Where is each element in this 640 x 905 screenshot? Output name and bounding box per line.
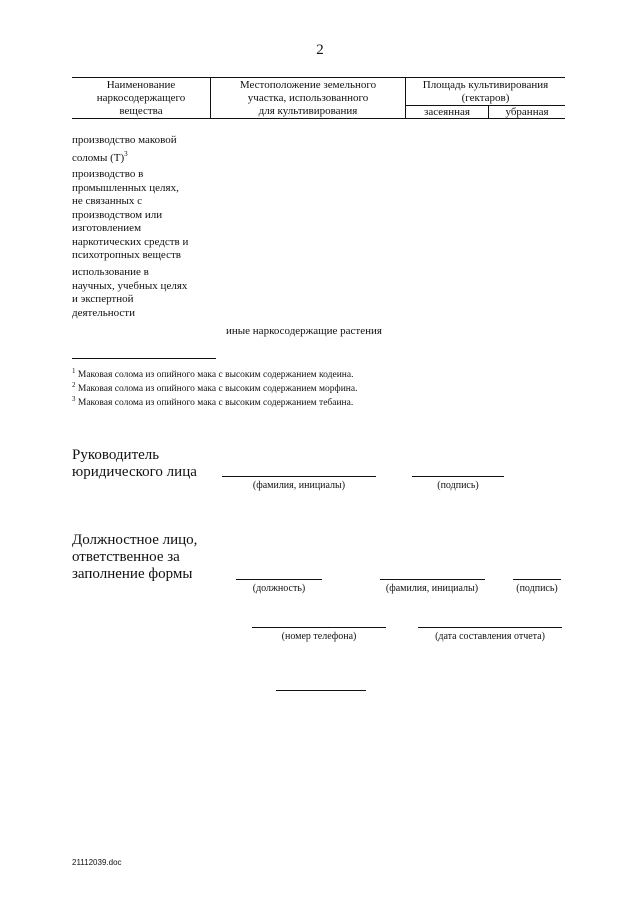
- head-signature-caption: (подпись): [437, 480, 479, 491]
- head-signature-line: [412, 476, 504, 477]
- file-name-footer: 21112039.doc: [72, 858, 122, 867]
- position-caption: (должность): [252, 583, 306, 594]
- page-number: 2: [316, 42, 324, 58]
- footnote-ref: 3: [124, 149, 128, 158]
- head-name-caption: (фамилия, инициалы): [252, 480, 346, 491]
- table-top-rule: [72, 77, 565, 78]
- closing-rule: [276, 690, 366, 691]
- footnote-separator: [72, 358, 216, 359]
- land-location-header: Местоположение земельного участка, использованного для культивирования: [239, 79, 377, 117]
- responsible-signature-caption: (подпись): [516, 583, 558, 594]
- other-plants-row: иные наркосодержащие растения: [226, 325, 382, 337]
- head-name-line: [222, 476, 376, 477]
- position-line: [236, 579, 322, 580]
- footnote: $^1$ Маковая солома из опийного мака с высоким содержанием кодеина.: [72, 367, 354, 380]
- footnote: $^3$ Маковая солома из опийного мака с высоким содержанием тебаина.: [72, 395, 354, 408]
- phone-line: [252, 627, 386, 628]
- footnote: $^2$ Маковая солома из опийного мака с высоким содержанием морфина.: [72, 381, 358, 394]
- report-date-caption: (дата составления отчета): [435, 631, 545, 642]
- substance-name-header: Наименование наркосодержащего вещества: [96, 79, 186, 117]
- sown-area-header: засеянная: [424, 106, 470, 118]
- responsible-name-caption: (фамилия, инициалы): [385, 583, 479, 594]
- head-signature-title: Руководитель юридического лица: [72, 447, 197, 480]
- phone-caption: (номер телефона): [281, 631, 357, 642]
- responsible-name-line: [380, 579, 485, 580]
- responsible-signature-line: [513, 579, 561, 580]
- cultivation-area-header: Площадь культивирования (гектаров): [422, 79, 549, 104]
- table-row: использование в научных, учебных целях и экспертной деятельности: [72, 266, 188, 319]
- harvested-area-header: убранная: [505, 106, 549, 118]
- report-date-line: [418, 627, 562, 628]
- table-row: производство в промышленных целях, не связанных с производством или изготовлением наркотических средств и психотропных веществ: [72, 168, 189, 261]
- table-row: производство маковой соломы $(Т)^3$: [72, 134, 177, 164]
- responsible-signature-title: Должностное лицо, ответственное за заполнение формы: [72, 532, 198, 582]
